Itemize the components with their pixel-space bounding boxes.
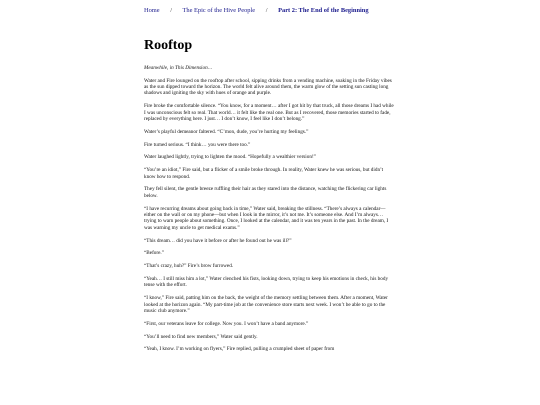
story-paragraph: “Before.” [144, 250, 165, 257]
breadcrumb [144, 7, 394, 15]
story-paragraph: “You’ll need to find new members,” Water said gently. [144, 333, 258, 340]
breadcrumb-separator: / [265, 7, 268, 14]
story-paragraph: “First, our veterans leave for college. Now you. I won’t have a band anymore.” [144, 320, 309, 327]
story-paragraph: They fell silent, the gentle breeze ruffling their hair as they stared into the distance, watching the flickering car lights below. [144, 186, 387, 199]
story-paragraph: “I have recurring dreams about going back in time,” Water said, breaking the stillness. “There’s always a calendar—either on the wall or on my phone—but when I look in the mirror, it’s not me. It’s someone else. And I’m always… trying to warn people about something. Once, I looked at the calendar, and it was ten years in the past. In the dream, I was warning my uncle to get medical exams.” [144, 205, 389, 231]
breadcrumb-separator: / [170, 7, 173, 14]
story-paragraph: “This dream… did you have it before or after he found out he was ill?” [144, 237, 292, 244]
story-paragraph: Fire broke the comfortable silence. “You know, for a moment… after I got hit by that truck, all those dreams I had while I was unconscious felt so real. That world… it felt like the real one. But as I recovered, those memories started to fade, replaced by everything here. I just… I don’t know, I feel like I don’t belong.” [144, 103, 394, 122]
page-title: Rooftop [144, 38, 193, 53]
breadcrumb-home-link[interactable]: Home [144, 7, 160, 14]
story-paragraph: “You’re an idiot,” Fire said, but a flicker of a smile broke through. In reality, Water knew he was serious, but didn’t know how to respond. [144, 167, 384, 180]
story-paragraph: Water laughed lightly, trying to lighten the mood. “Hopefully a wealthier version!” [144, 154, 316, 161]
story-paragraph: “That’s crazy, huh?” Fire’s brow furrowed. [144, 263, 234, 270]
chapter-intro: Meanwhile, in This Dimension… [144, 65, 213, 71]
story-body [144, 78, 394, 353]
breadcrumb-current-link[interactable]: Part 2: The End of the Beginning [278, 7, 369, 14]
story-paragraph: “Yeah, I know. I’m working on flyers,” Fire replied, pulling a crumpled sheet of paper from [144, 346, 335, 353]
story-paragraph: Water and Fire lounged on the rooftop after school, sipping drinks from a vending machine, soaking in the Friday vibes as the sun dipped toward the horizon. The world felt alive around them, the warm glow of the setting sun casting long shadows and igniting the sky with hues of orange and purple. [144, 77, 392, 97]
article-column [144, 0, 394, 359]
breadcrumb-series-link[interactable]: The Epic of the Hive People [182, 7, 256, 14]
story-paragraph: “I know,” Fire said, patting him on the back, the weight of the memory settling between them. After a moment, Water looked at the horizon again. “My part-time job at the convenience store starts next week. I won’t be able to go to the music club anymore.” [144, 295, 388, 314]
story-paragraph: Fire turned serious. “I think… you were there too.” [144, 141, 251, 148]
story-paragraph: Water’s playful demeanor faltered. “C’mon, dude, you’re hurting my feelings.” [144, 128, 309, 135]
story-paragraph: “Yeah… I still miss him a lot,” Water clenched his fists, looking down, trying to keep his emotions in check, his body tense with the effort. [144, 275, 389, 289]
